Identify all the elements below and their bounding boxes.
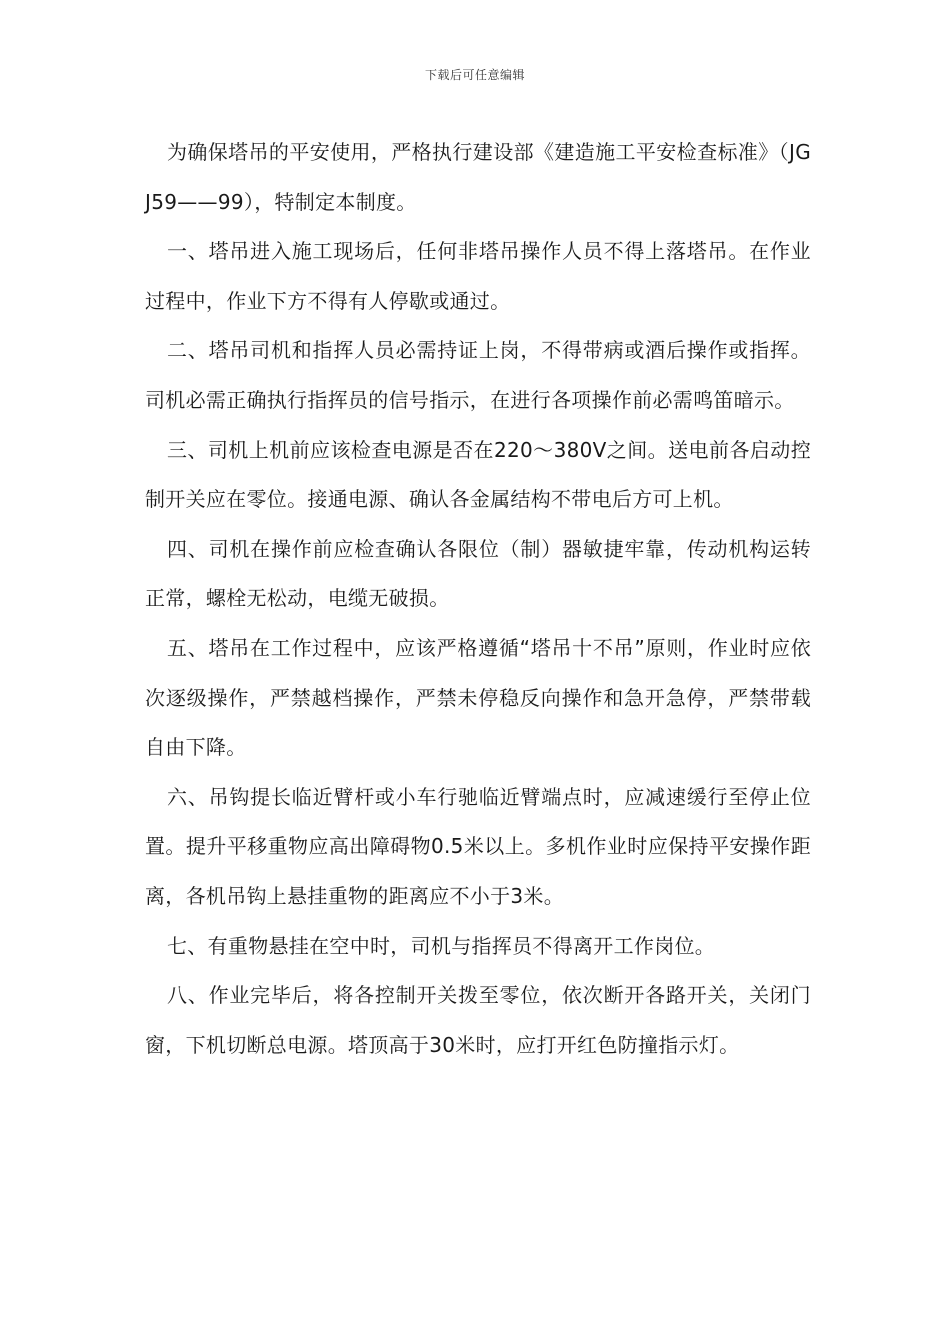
paragraph-intro: 为确保塔吊的平安使用，严格执行建设部《建造施工平安检查标准》（JGJ59——99），特制定本制度。 <box>145 140 811 214</box>
paragraph-rule-1: 一、塔吊进入施工现场后，任何非塔吊操作人员不得上落塔吊。在作业过程中，作业下方不得有人停歇或通过。 <box>145 239 811 313</box>
paragraph-rule-5: 五、塔吊在工作过程中，应该严格遵循“塔吊十不吊”原则，作业时应依次逐级操作，严禁越档操作，严禁未停稳反向操作和急开急停，严禁带载自由下降。 <box>145 635 811 760</box>
paragraph-rule-2: 二、塔吊司机和指挥人员必需持证上岗，不得带病或酒后操作或指挥。司机必需正确执行指挥员的信号指示，在进行各项操作前必需鸣笛暗示。 <box>145 338 811 412</box>
paragraph-rule-8: 八、作业完毕后，将各控制开关拨至零位，依次断开各路开关，关闭门窗，下机切断总电源。塔顶高于30米时，应打开红色防撞指示灯。 <box>145 983 811 1057</box>
document-body <box>145 128 811 1070</box>
header-note: 下载后可任意编辑 <box>424 68 525 82</box>
paragraph-rule-3: 三、司机上机前应该检查电源是否在220～380V之间。送电前各启动控制开关应在零位。接通电源、确认各金属结构不带电后方可上机。 <box>145 437 811 512</box>
paragraph-rule-7: 七、有重物悬挂在空中时，司机与指挥员不得离开工作岗位。 <box>167 933 716 958</box>
paragraph-rule-4: 四、司机在操作前应检查确认各限位（制）器敏捷牢靠，传动机构运转正常，螺栓无松动，电缆无破损。 <box>145 536 811 611</box>
paragraph-rule-6: 六、吊钩提长临近臂杆或小车行驰临近臂端点时，应减速缓行至停止位置。提升平移重物应高出障碍物0.5米以上。多机作业时应保持平安操作距离，各机吊钩上悬挂重物的距离应不小于3米。 <box>145 784 811 908</box>
